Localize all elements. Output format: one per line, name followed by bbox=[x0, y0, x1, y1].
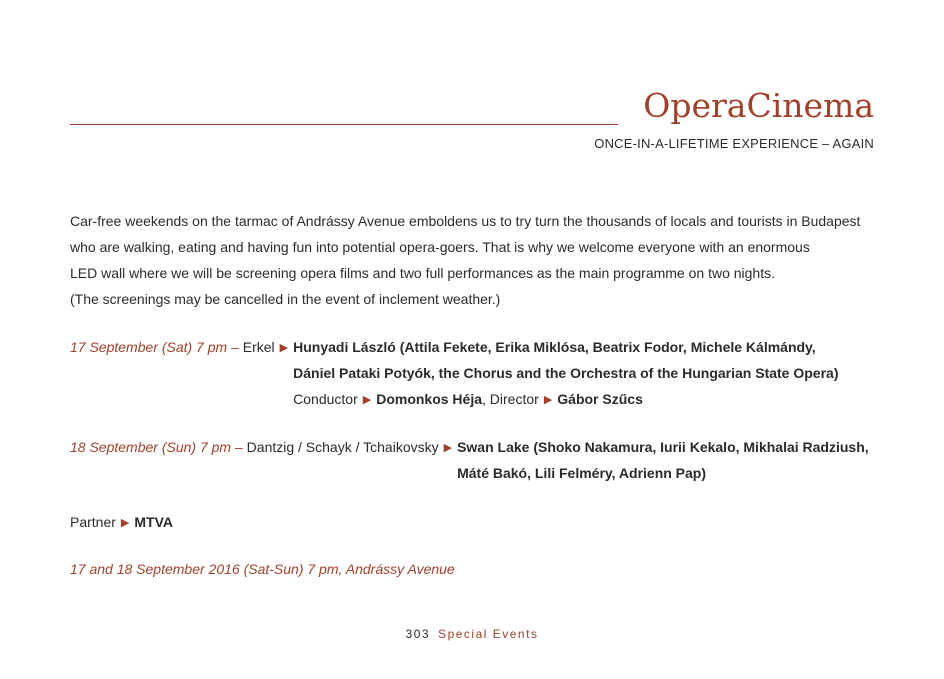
conductor-name: Domonkos Héja bbox=[376, 391, 483, 407]
conductor-label: Conductor bbox=[293, 391, 358, 407]
event-composer: Dantzig / Schayk / Tchaikovsky bbox=[246, 439, 439, 455]
page-subtitle: ONCE-IN-A-LIFETIME EXPERIENCE – AGAIN bbox=[594, 136, 874, 151]
event-title-line: Hunyadi László (Attila Fekete, Erika Miklósa, Beatrix Fodor, Michele Kálmándy, bbox=[293, 339, 816, 355]
triangle-right-icon: ▶ bbox=[543, 394, 553, 406]
event-credits bbox=[293, 386, 838, 414]
page-footer bbox=[0, 627, 944, 641]
event-details bbox=[457, 434, 869, 486]
partner-label: Partner bbox=[70, 514, 116, 530]
triangle-right-icon: ▶ bbox=[362, 394, 372, 406]
event-details bbox=[293, 334, 838, 414]
director-label: , Director bbox=[482, 391, 539, 407]
header-rule bbox=[70, 124, 618, 125]
triangle-right-icon: ▶ bbox=[120, 517, 130, 529]
intro-line: Car-free weekends on the tarmac of Andrássy Avenue emboldens us to try turn the thousands of locals and tourists in Budapest bbox=[70, 213, 861, 229]
event-date: 17 September (Sat) 7 pm bbox=[70, 339, 228, 355]
partner-name: MTVA bbox=[134, 514, 174, 530]
event-composer: Erkel bbox=[242, 339, 275, 355]
event-title-line: Swan Lake (Shoko Nakamura, Iurii Kekalo, Mikhalai Radziush, bbox=[457, 439, 869, 455]
intro-line: LED wall where we will be screening opera films and two full performances as the main programme on two nights. bbox=[70, 265, 775, 281]
intro-line: (The screenings may be cancelled in the event of inclement weather.) bbox=[70, 291, 501, 307]
intro-line: who are walking, eating and having fun into potential opera-goers. That is why we welcome everyone with an enormous bbox=[70, 239, 810, 255]
page-title: OperaCinema bbox=[643, 86, 874, 125]
director-name: Gábor Szűcs bbox=[557, 391, 643, 407]
event-dash: – bbox=[234, 439, 243, 455]
triangle-right-icon: ▶ bbox=[279, 342, 289, 354]
event-summary: 17 and 18 September 2016 (Sat-Sun) 7 pm, Andrássy Avenue bbox=[70, 561, 455, 577]
section-name: Special Events bbox=[438, 627, 539, 641]
intro-paragraph bbox=[70, 208, 880, 312]
event-18-september bbox=[70, 434, 869, 486]
triangle-right-icon: ▶ bbox=[443, 442, 453, 454]
page-number: 303 bbox=[405, 627, 431, 641]
event-dash: – bbox=[231, 339, 239, 355]
event-title-line: Dániel Pataki Potyók, the Chorus and the Orchestra of the Hungarian State Opera) bbox=[293, 365, 839, 381]
partner-line bbox=[70, 509, 173, 537]
event-date: 18 September (Sun) 7 pm bbox=[70, 439, 232, 455]
event-title-line: Máté Bakó, Lili Felméry, Adrienn Pap) bbox=[457, 465, 707, 481]
event-17-september bbox=[70, 334, 838, 414]
